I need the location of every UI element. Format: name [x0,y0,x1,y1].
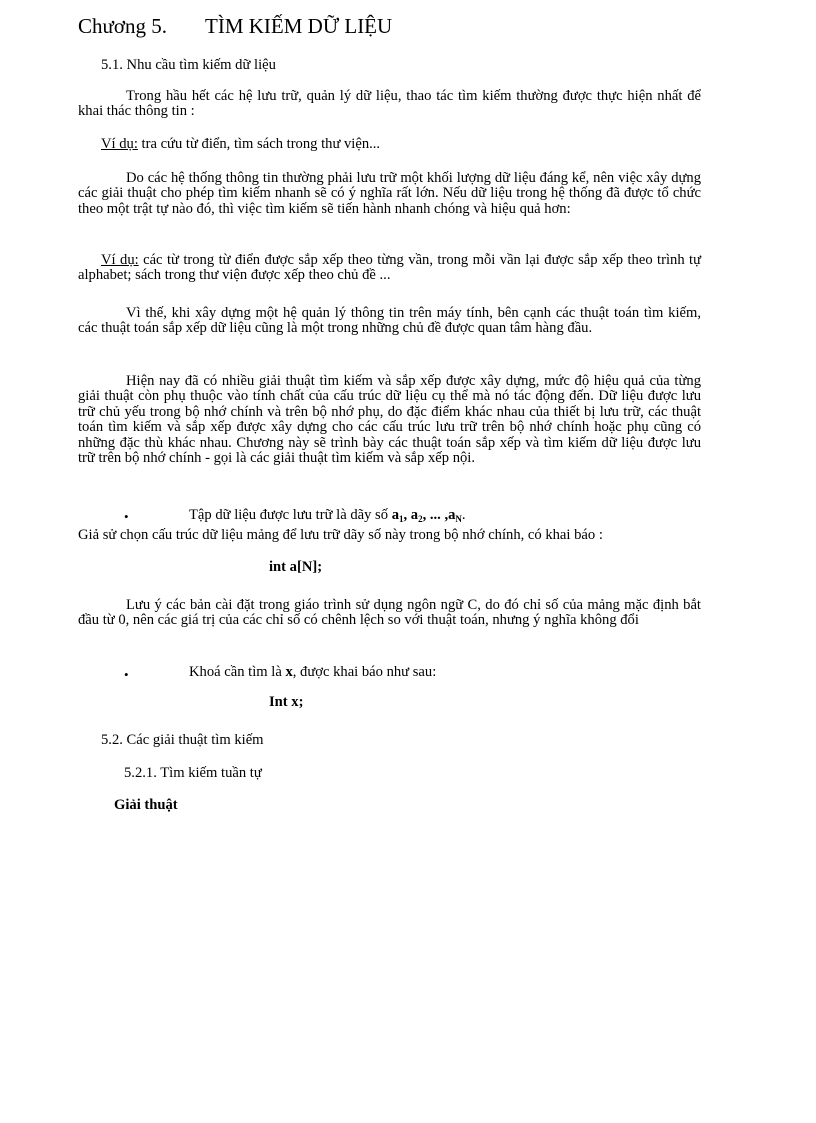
paragraph-2 [78,171,701,217]
section-5-2-heading: 5.2. Các giải thuật tìm kiếm [101,732,264,748]
paragraph-3-text: Vì thế, khi xây dựng một hệ quản lý thông tin trên máy tính, bên cạnh các thuật toán tìm kiếm, các thuật toán sắp xếp dữ liệu cũng là một trong những chủ đề được quan tâm hàng đầu. [78,305,701,337]
paragraph-3 [78,306,701,337]
seq-sub-2: 2 [418,514,423,524]
example-2 [78,253,701,284]
section-5-2-1-heading: 5.2.1. Tìm kiếm tuần tự [124,765,262,781]
bullet-1-end: . [461,507,466,523]
seq-sep-1: , [403,507,411,523]
paragraph-6-text: Lưu ý các bản cài đặt trong giáo trình sử dụng ngôn ngữ C, do đó chỉ số của mảng mặc định bắt đầu từ 0, nên các giá trị của các chỉ số có chênh lệch so với thuật toán, nhưng ý nghĩa không đổi [78,597,701,629]
paragraph-4-text: Hiện nay đã có nhiều giải thuật tìm kiếm và sắp xếp được xây dựng, mức độ hiệu quả của từng giải thuật còn phụ thuộc vào tính chất của cấu trúc dữ liệu cụ thể mà nó tác động đến. Dữ liệu được lưu trữ chủ yếu trong bộ nhớ chính và trên bộ nhớ phụ, do đặc điểm khác nhau của thiết bị lưu trữ, các thuật toán tìm kiếm và sắp xếp được xây dựng cho các cấu trúc lưu trữ trên bộ nhớ chính hoặc phụ cũng có những đặc thù khác nhau. Chương này sẽ trình bày các thuật toán sắp xếp và tìm kiếm dữ liệu được lưu trữ trên bộ nhớ chính - gọi là các giải thuật tìm kiếm và sắp xếp nội. [78,373,701,467]
paragraph-5: Giả sử chọn cấu trúc dữ liệu mảng để lưu trữ dãy số này trong bộ nhớ chính, có khai báo : [78,527,603,543]
bullet-1-marker: • [124,509,129,524]
algorithm-heading: Giải thuật [114,797,178,813]
seq-sep-2: , ... , [422,507,449,523]
seq-sub-1: 1 [398,514,404,524]
code-declaration-key: Int x; [269,694,304,710]
chapter-number: Chương 5. [78,14,167,38]
bullet-2-key: x [285,664,293,680]
bullet-2-text [189,664,436,681]
example-1 [101,137,701,152]
bullet-1-text [189,507,466,524]
example-1-label: Ví dụ: [101,136,138,152]
seq-sub-N: N [455,514,462,524]
bullet-2-post: , được khai báo như sau: [292,664,437,680]
seq-aN: a [448,507,456,523]
seq-a1: a [391,507,399,523]
bullet-2-marker: • [124,667,129,682]
paragraph-4 [78,374,701,466]
chapter-title: TÌM KIẾM DỮ LIỆU [205,14,393,38]
paragraph-2-text: Do các hệ thống thông tin thường phải lưu trữ một khối lượng dữ liệu đáng kể, nên việc xây dựng các giải thuật cho phép tìm kiếm nhanh sẽ có ý nghĩa rất lớn. Nếu dữ liệu trong hệ thống đã được tổ chức theo một trật tự nào đó, thì việc tìm kiếm sẽ tiến hành nhanh chóng và hiệu quả hơn: [78,170,701,217]
paragraph-1-text: Trong hầu hết các hệ lưu trữ, quản lý dữ liệu, thao tác tìm kiếm thường được thực hiện nhất để khai thác thông tin : [78,88,701,120]
seq-a2: a [410,507,419,523]
bullet-2-pre: Khoá cần tìm là [189,664,286,680]
paragraph-6 [78,598,701,629]
bullet-1-lead: Tập dữ liệu được lưu trữ là dãy số [189,507,392,523]
section-5-1-heading: 5.1. Nhu cầu tìm kiếm dữ liệu [101,57,276,73]
example-1-text: tra cứu từ điển, tìm sách trong thư viện... [137,136,381,152]
example-2-label: Ví dụ: [101,252,139,268]
example-2-text: các từ trong từ điển được sắp xếp theo từng vần, trong mỗi vần lại được sắp xếp theo trình tự alphabet; sách trong thư viện được xếp theo chủ đề ... [78,252,702,284]
paragraph-1 [78,89,701,120]
chapter-heading [78,14,392,39]
code-declaration-array: int a[N]; [269,559,323,575]
